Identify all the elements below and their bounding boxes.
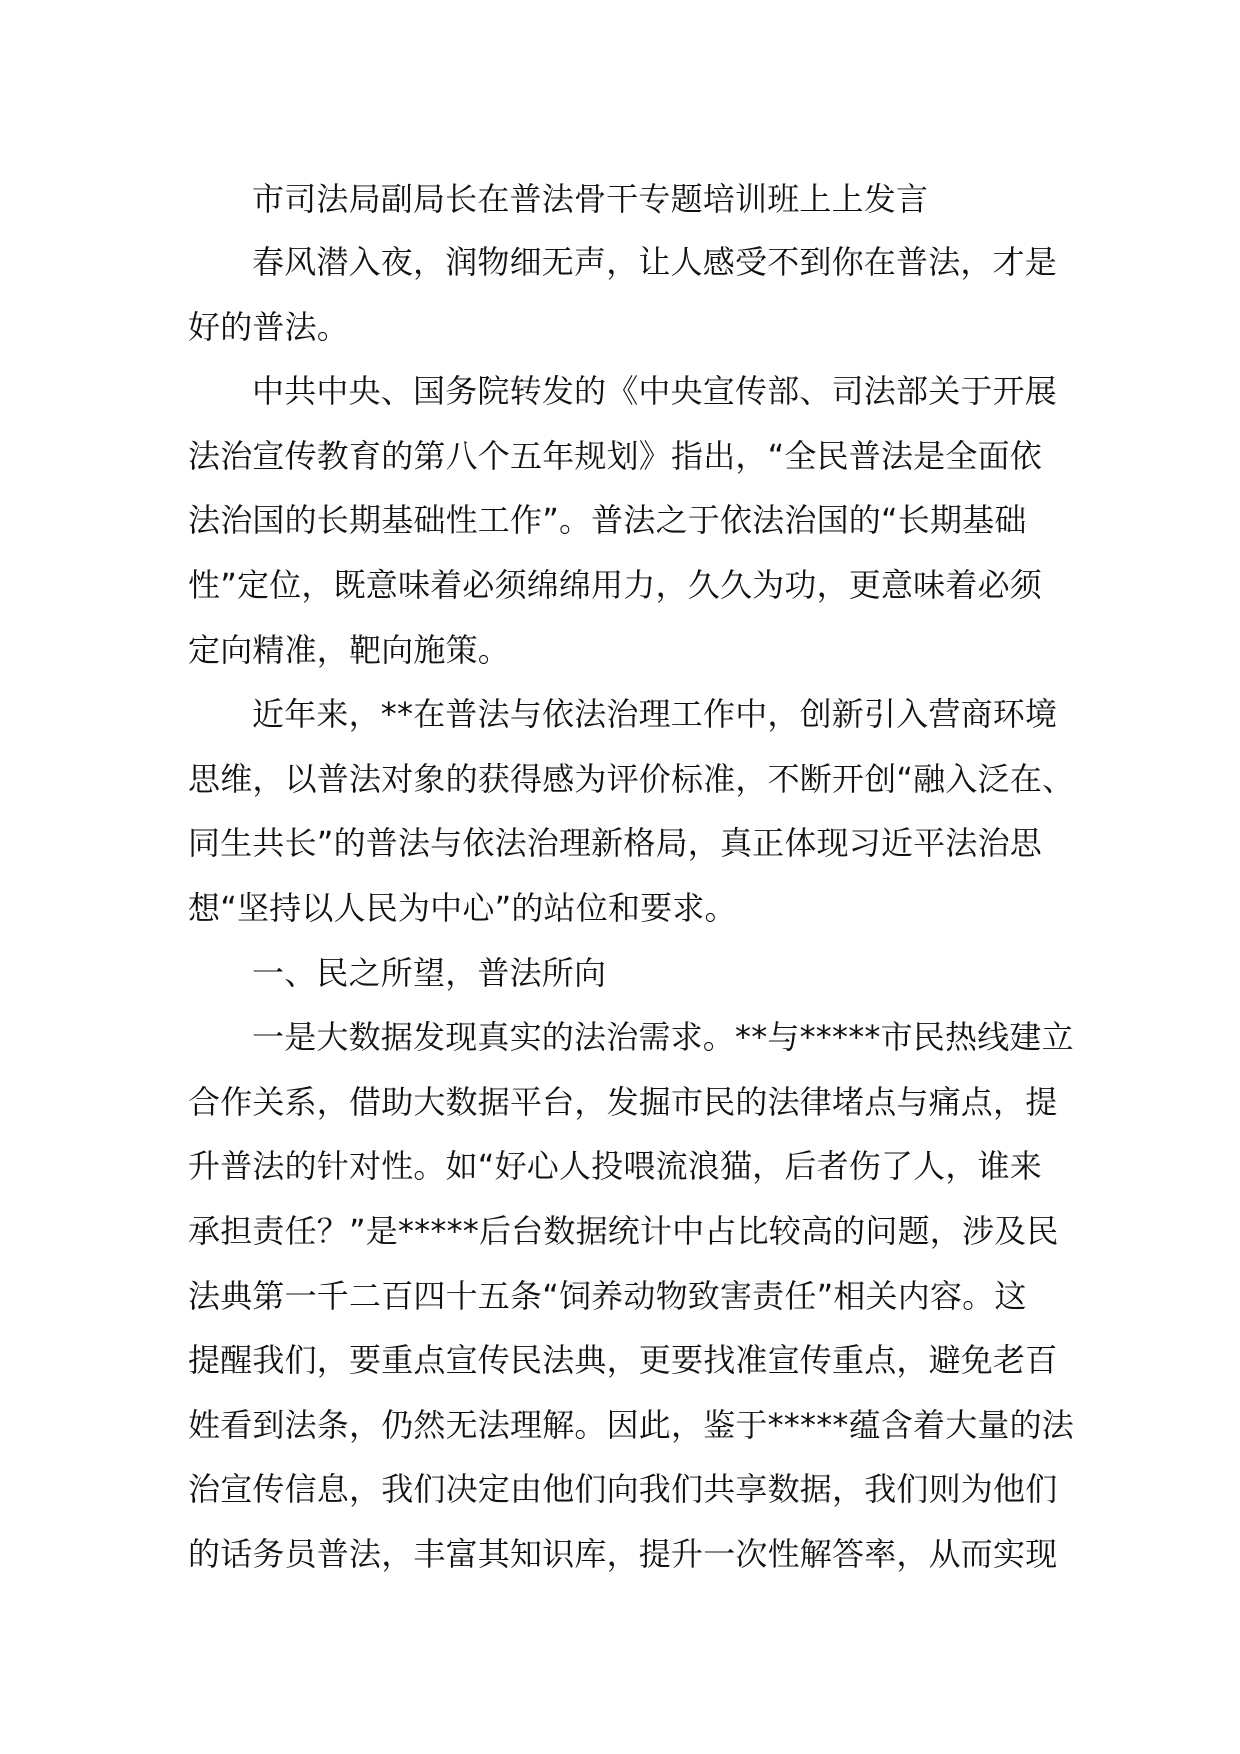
paragraph-line: 法治宣传教育的第八个五年规划》指出，“全民普法是全面依 [188,436,1042,475]
paragraph-line: 定向精准，靶向施策。 [188,630,511,669]
paragraph-line: 春风潜入夜，润物细无声，让人感受不到你在普法，才是 [252,243,1058,281]
paragraph-line: 承担责任？”是*****后台数据统计中占比较高的问题，涉及民 [188,1211,1059,1250]
paragraph-line: 性”定位，既意味着必须绵绵用力，久久为功，更意味着必须 [188,565,1042,604]
paragraph-line: 同生共长”的普法与依法治理新格局，真正体现习近平法治思 [188,824,1042,863]
paragraph-line: 一是大数据发现真实的法治需求。**与*****市民热线建立 [252,1018,1074,1057]
paragraph-line: 提醒我们，要重点宣传民法典，更要找准宣传重点，避免老百 [188,1341,1058,1380]
paragraph-line: 中共中央、国务院转发的《中央宣传部、司法部关于开展 [252,372,1058,411]
paragraph-line: 思维，以普法对象的获得感为评价标准，不断开创“融入泛在、 [188,759,1075,798]
document-body [188,168,1075,1586]
paragraph-line: 治宣传信息，我们决定由他们向我们共享数据，我们则为他们 [188,1470,1058,1509]
paragraph-line: 好的普法。 [188,307,350,346]
document-title: 市司法局副局长在普法骨干专题培训班上上发言 [252,180,929,218]
paragraph-line: 姓看到法条，仍然无法理解。因此，鉴于*****蕴含着大量的法 [188,1405,1075,1444]
paragraph-line: 升普法的针对性。如“好心人投喂流浪猫，后者伤了人，谁来 [188,1147,1042,1186]
paragraph-line: 的话务员普法，丰富其知识库，提升一次性解答率，从而实现 [188,1534,1058,1573]
paragraph-line: 近年来，**在普法与依法治理工作中，创新引入营商环境 [252,695,1058,734]
paragraph-line: 法治国的长期基础性工作”。普法之于依法治国的“长期基础 [188,501,1027,540]
paragraph-line: 合作关系，借助大数据平台，发掘市民的法律堵点与痛点，提 [188,1082,1058,1121]
paragraph-line: 想“坚持以人民为中心”的站位和要求。 [188,888,737,927]
section-heading: 一、民之所望，普法所向 [252,953,607,992]
paragraph-line: 法典第一千二百四十五条“饲养动物致害责任”相关内容。这 [188,1276,1027,1315]
